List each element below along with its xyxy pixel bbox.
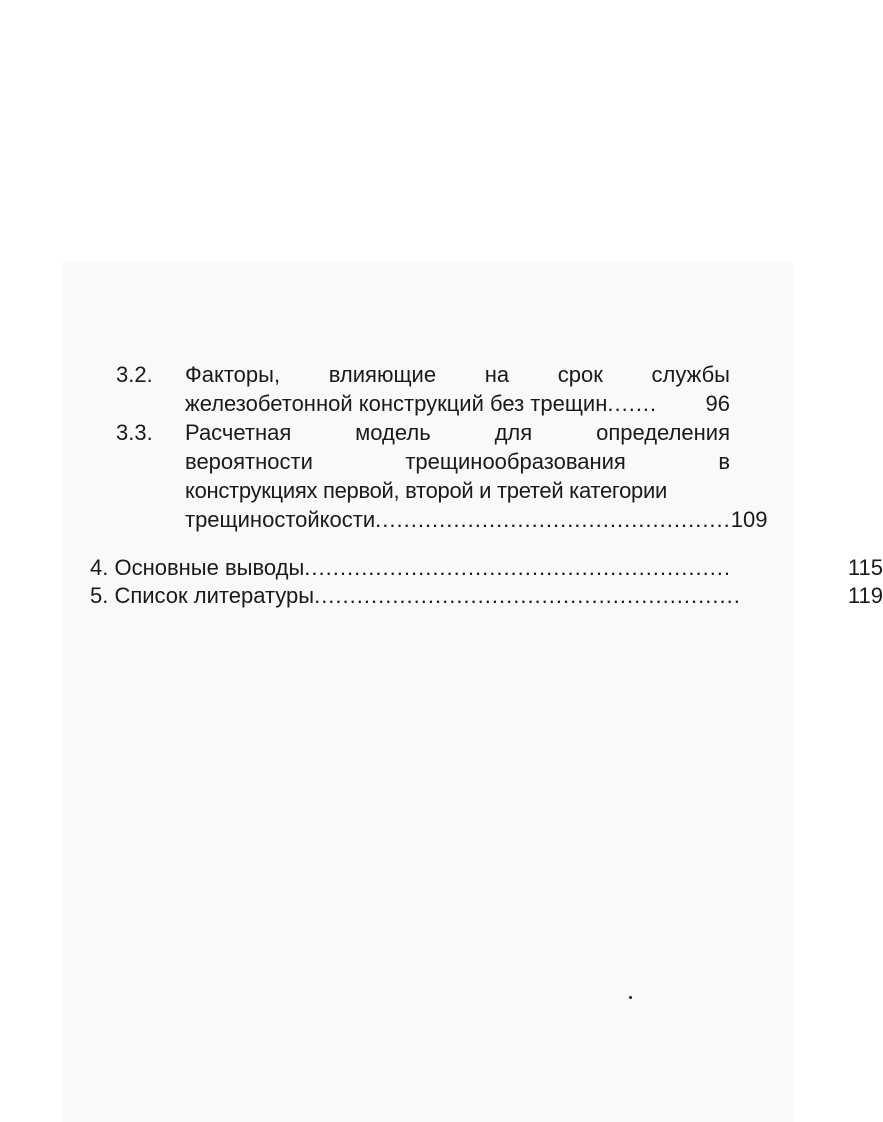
toc-entry-leader-line: [185, 505, 768, 534]
toc-entry-text-line: вероятности трещинообразования в: [185, 449, 730, 474]
toc-entry-body: [185, 418, 768, 534]
toc-entry-5: [90, 581, 883, 610]
toc-entry-title: 5. Список литературы: [90, 583, 315, 608]
dot-leader: ..................................................: [375, 507, 731, 532]
dot-leader: ............................................................: [314, 583, 741, 608]
toc-entry-title: 4. Основные выводы: [90, 555, 305, 580]
toc-entry-4: [90, 553, 883, 582]
scan-speck: [629, 996, 632, 999]
toc-entry-text-line: трещиностойкости: [185, 507, 376, 532]
toc-entry-text-line: железобетонной конструкций без трещин: [185, 391, 608, 416]
toc-page-number: 115: [847, 555, 883, 580]
toc-entry-body: [185, 360, 730, 418]
toc-entry-number: 3.2.: [116, 362, 153, 387]
toc-page-number: 119: [847, 583, 883, 608]
toc-entry-number: 3.3.: [116, 420, 153, 445]
dot-leader: .......: [607, 391, 658, 416]
toc-page-number: 109: [730, 507, 768, 532]
toc-page-number: 96: [705, 391, 730, 416]
toc-entry-text-line: Факторы, влияющие на срок службы: [185, 362, 730, 387]
dot-leader: ............................................................: [304, 555, 732, 580]
toc-entry-leader-line: [185, 389, 730, 418]
toc-entry-text-line: конструкциях первой, второй и третей категории: [185, 478, 667, 503]
toc-entry-text-line: Расчетная модель для определения: [185, 420, 730, 445]
